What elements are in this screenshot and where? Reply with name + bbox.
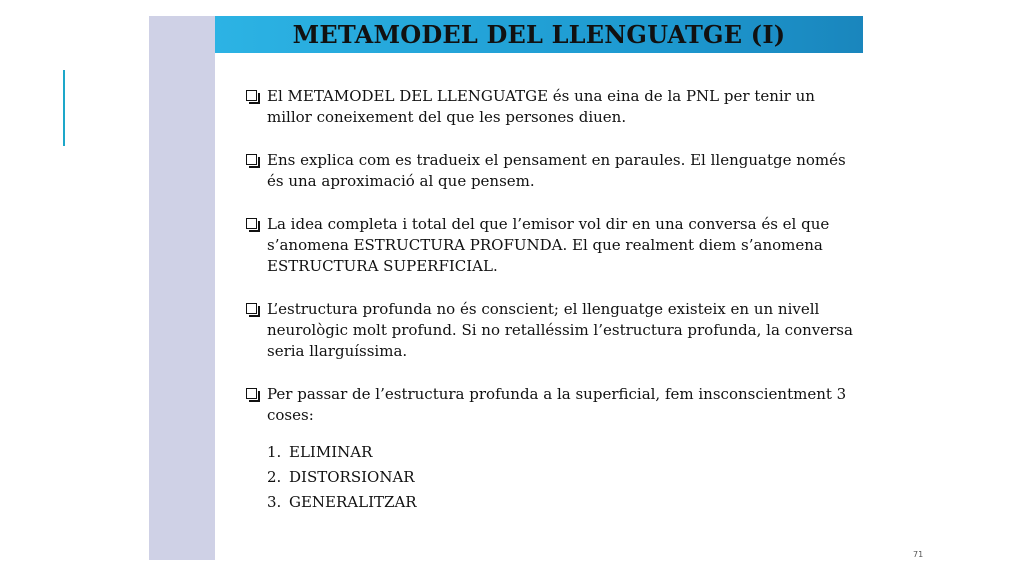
accent-line [63,70,65,146]
bullet-item [245,86,855,128]
bullet-item [245,214,855,277]
list-item [267,440,855,465]
side-panel [149,16,215,560]
bullet-text: Per passar de l’estructura profunda a la superficial, fem insconscientment 3 coses: [267,385,847,424]
numbered-list [245,440,855,515]
bullet-text: Ens explica com es tradueix el pensament en paraules. El llenguatge només és una aproximació al que pensem. [267,151,846,190]
checkbox-bullet-icon [246,218,257,229]
title-bar [215,16,863,53]
list-item-number: 1. [267,443,282,461]
bullet-text: L’estructura profunda no és conscient; el llenguatge existeix en un nivell neurològic molt profund. Si no retalléssim l’estructura profunda, la conversa seria llarguíssima. [267,300,853,360]
page-number: 71 [913,550,924,559]
bullet-item [245,384,855,426]
bullet-item [245,150,855,192]
list-item-label: GENERALITZAR [289,493,417,511]
list-item-number: 3. [267,493,282,511]
checkbox-bullet-icon [246,303,257,314]
list-item [267,465,855,490]
checkbox-bullet-icon [246,90,257,101]
slide-content [245,86,855,515]
list-item-label: DISTORSIONAR [289,468,415,486]
slide-title: METAMODEL DEL LLENGUATGE (I) [292,20,786,49]
list-item-label: ELIMINAR [289,443,373,461]
checkbox-bullet-icon [246,154,257,165]
bullet-item [245,299,855,362]
bullet-text: El METAMODEL DEL LLENGUATGE és una eina de la PNL per tenir un millor coneixement del que les persones diuen. [267,87,815,126]
list-item [267,490,855,515]
bullet-text: La idea completa i total del que l’emisor vol dir en una conversa és el que s’anomena ESTRUCTURA PROFUNDA. El que realment diem s’anomena ESTRUCTURA SUPERFICIAL. [267,215,830,275]
checkbox-bullet-icon [246,388,257,399]
list-item-number: 2. [267,468,282,486]
